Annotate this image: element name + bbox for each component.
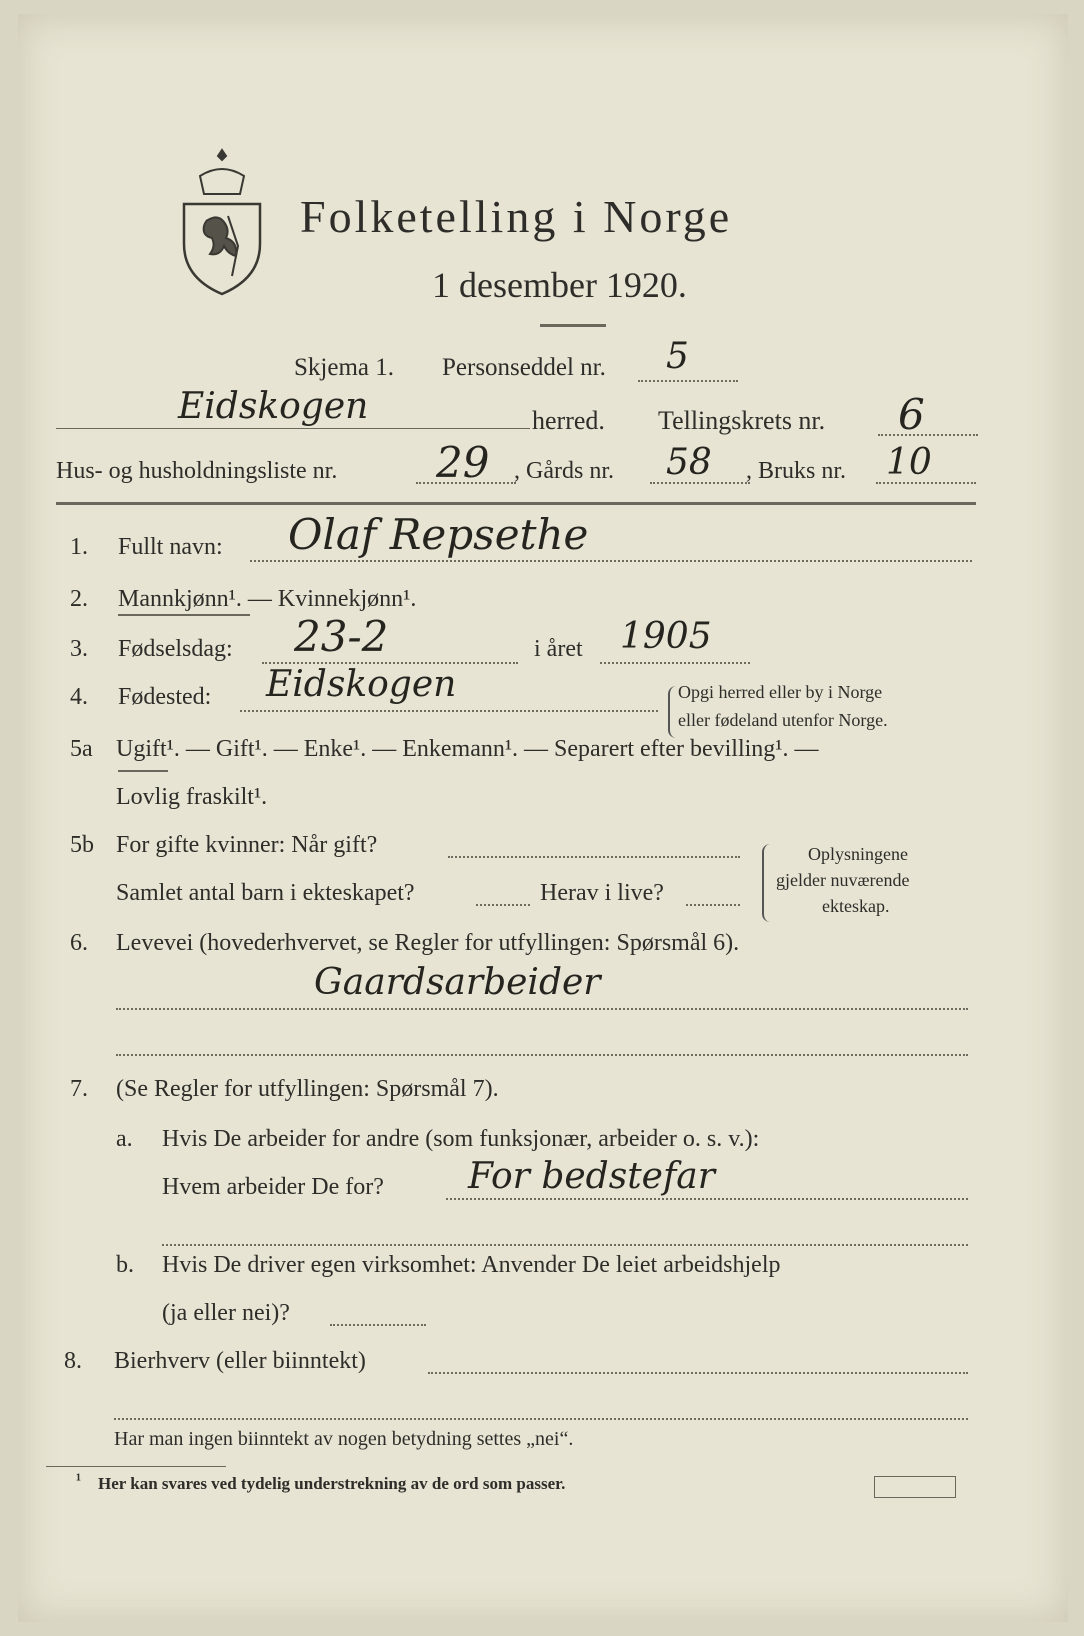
title-divider [540, 324, 606, 327]
occupation-line2 [116, 1054, 968, 1056]
q2-label: Mannkjønn¹. — Kvinnekjønn¹. [118, 586, 417, 612]
coat-of-arms-icon [178, 146, 266, 298]
ugift-underline [118, 770, 168, 772]
q7-number: 7. [70, 1076, 88, 1102]
footnote-text: Her kan svares ved tydelig understrekning av de ord som passer. [98, 1474, 566, 1493]
bruks-label: , Bruks nr. [746, 458, 847, 484]
bruks-value[interactable]: 10 [886, 442, 932, 483]
tellingskrets-line [878, 434, 978, 436]
tellingskrets-label: Tellingskrets nr. [658, 406, 826, 435]
personseddel-label: Personseddel nr. [442, 354, 606, 381]
q4-label: Fødested: [118, 684, 212, 710]
q3-number: 3. [70, 636, 88, 662]
gards-label: , Gårds nr. [514, 458, 614, 484]
q2-number: 2. [70, 586, 88, 612]
marriage-note-bracket [762, 844, 770, 922]
footnote-divider [46, 1466, 226, 1467]
herred-label: herred. [532, 406, 605, 435]
q5a-line2: Lovlig fraskilt¹. [116, 784, 268, 810]
q7b-line2: (ja eller nei)? [162, 1300, 290, 1326]
q5b-number: 5b [70, 832, 94, 858]
q6-number: 6. [70, 930, 88, 956]
children-line [476, 904, 530, 906]
employer-value[interactable]: For bedstefar [468, 1156, 715, 1197]
q7b-line1: Hvis De driver egen virksomhet: Anvender De leiet arbeidshjelp [162, 1252, 781, 1278]
form-title: Folketelling i Norge [300, 191, 733, 242]
census-form-sheet [18, 14, 1068, 1622]
hus-label: Hus- og husholdningsliste nr. [56, 458, 338, 484]
skjema-label: Skjema 1. [294, 354, 394, 381]
q5a-line1: Ugift¹. — Gift¹. — Enke¹. — Enkemann¹. — Separert efter bevilling¹. — [116, 736, 819, 762]
q4-number: 4. [70, 684, 88, 710]
q5a-number: 5a [70, 736, 93, 762]
marriage-note-line1: Oplysningene [808, 844, 908, 864]
header-separator [56, 502, 976, 505]
occupation-line1 [116, 1008, 968, 1010]
marriage-note-line2: gjelder nuværende [776, 870, 910, 890]
tellingskrets-value[interactable]: 6 [898, 390, 925, 439]
occupation-value[interactable]: Gaardsarbeider [314, 962, 601, 1003]
hus-value[interactable]: 29 [436, 438, 490, 487]
q7a-line2: Hvem arbeider De for? [162, 1174, 384, 1200]
side-income-line2 [114, 1418, 968, 1420]
herred-value[interactable]: Eidskogen [178, 386, 369, 427]
employer-line [446, 1198, 968, 1200]
personseddel-value[interactable]: 5 [666, 336, 689, 377]
q3-label: Fødselsdag: [118, 636, 233, 662]
printer-stamp-icon [874, 1476, 956, 1498]
herred-line [56, 428, 530, 429]
side-income-line [428, 1372, 968, 1374]
q7a-line1: Hvis De arbeider for andre (som funksjonær, arbeider o. s. v.): [162, 1126, 760, 1152]
year-label: i året [534, 636, 583, 662]
marriage-note-line3: ekteskap. [822, 896, 890, 916]
full-name-value[interactable]: Olaf Repsethe [288, 510, 589, 559]
birthplace-note-line2: eller fødeland utenfor Norge. [678, 710, 888, 730]
q8-label: Bierhverv (eller biinntekt) [114, 1348, 366, 1374]
birth-year-value[interactable]: 1905 [620, 616, 712, 657]
q5b-line1: For gifte kvinner: Når gift? [116, 832, 378, 858]
alive-line [686, 904, 740, 906]
q6-label: Levevei (hovederhvervet, se Regler for utfyllingen: Spørsmål 6). [116, 930, 740, 956]
footnote-mark: ¹ [76, 1470, 82, 1489]
mannkjonn-underline [118, 614, 250, 616]
q1-line [250, 560, 972, 562]
birthplace-note-line1: Opgi herred eller by i Norge [678, 682, 883, 702]
personseddel-line [638, 380, 738, 382]
q1-label: Fullt navn: [118, 534, 223, 560]
side-income-note: Har man ingen biinntekt av nogen betydning settes „nei“. [114, 1428, 574, 1450]
hired-help-line [330, 1324, 426, 1326]
birthplace-value[interactable]: Eidskogen [266, 664, 457, 705]
q1-number: 1. [70, 534, 88, 560]
q7-label: (Se Regler for utfyllingen: Spørsmål 7). [116, 1076, 499, 1102]
q5b-alive-label: Herav i live? [540, 880, 664, 906]
birthplace-line [240, 710, 658, 712]
employer-line2 [162, 1244, 968, 1246]
married-date-line [448, 856, 740, 858]
birthplace-note-bracket [668, 686, 676, 738]
q7b-number: b. [116, 1252, 134, 1278]
q8-number: 8. [64, 1348, 82, 1374]
gards-value[interactable]: 58 [666, 442, 712, 483]
form-date: 1 desember 1920. [432, 265, 687, 305]
q5b-children-label: Samlet antal barn i ekteskapet? [116, 880, 415, 906]
q7a-number: a. [116, 1126, 133, 1152]
birthday-value[interactable]: 23-2 [294, 612, 389, 661]
year-line [600, 662, 750, 664]
